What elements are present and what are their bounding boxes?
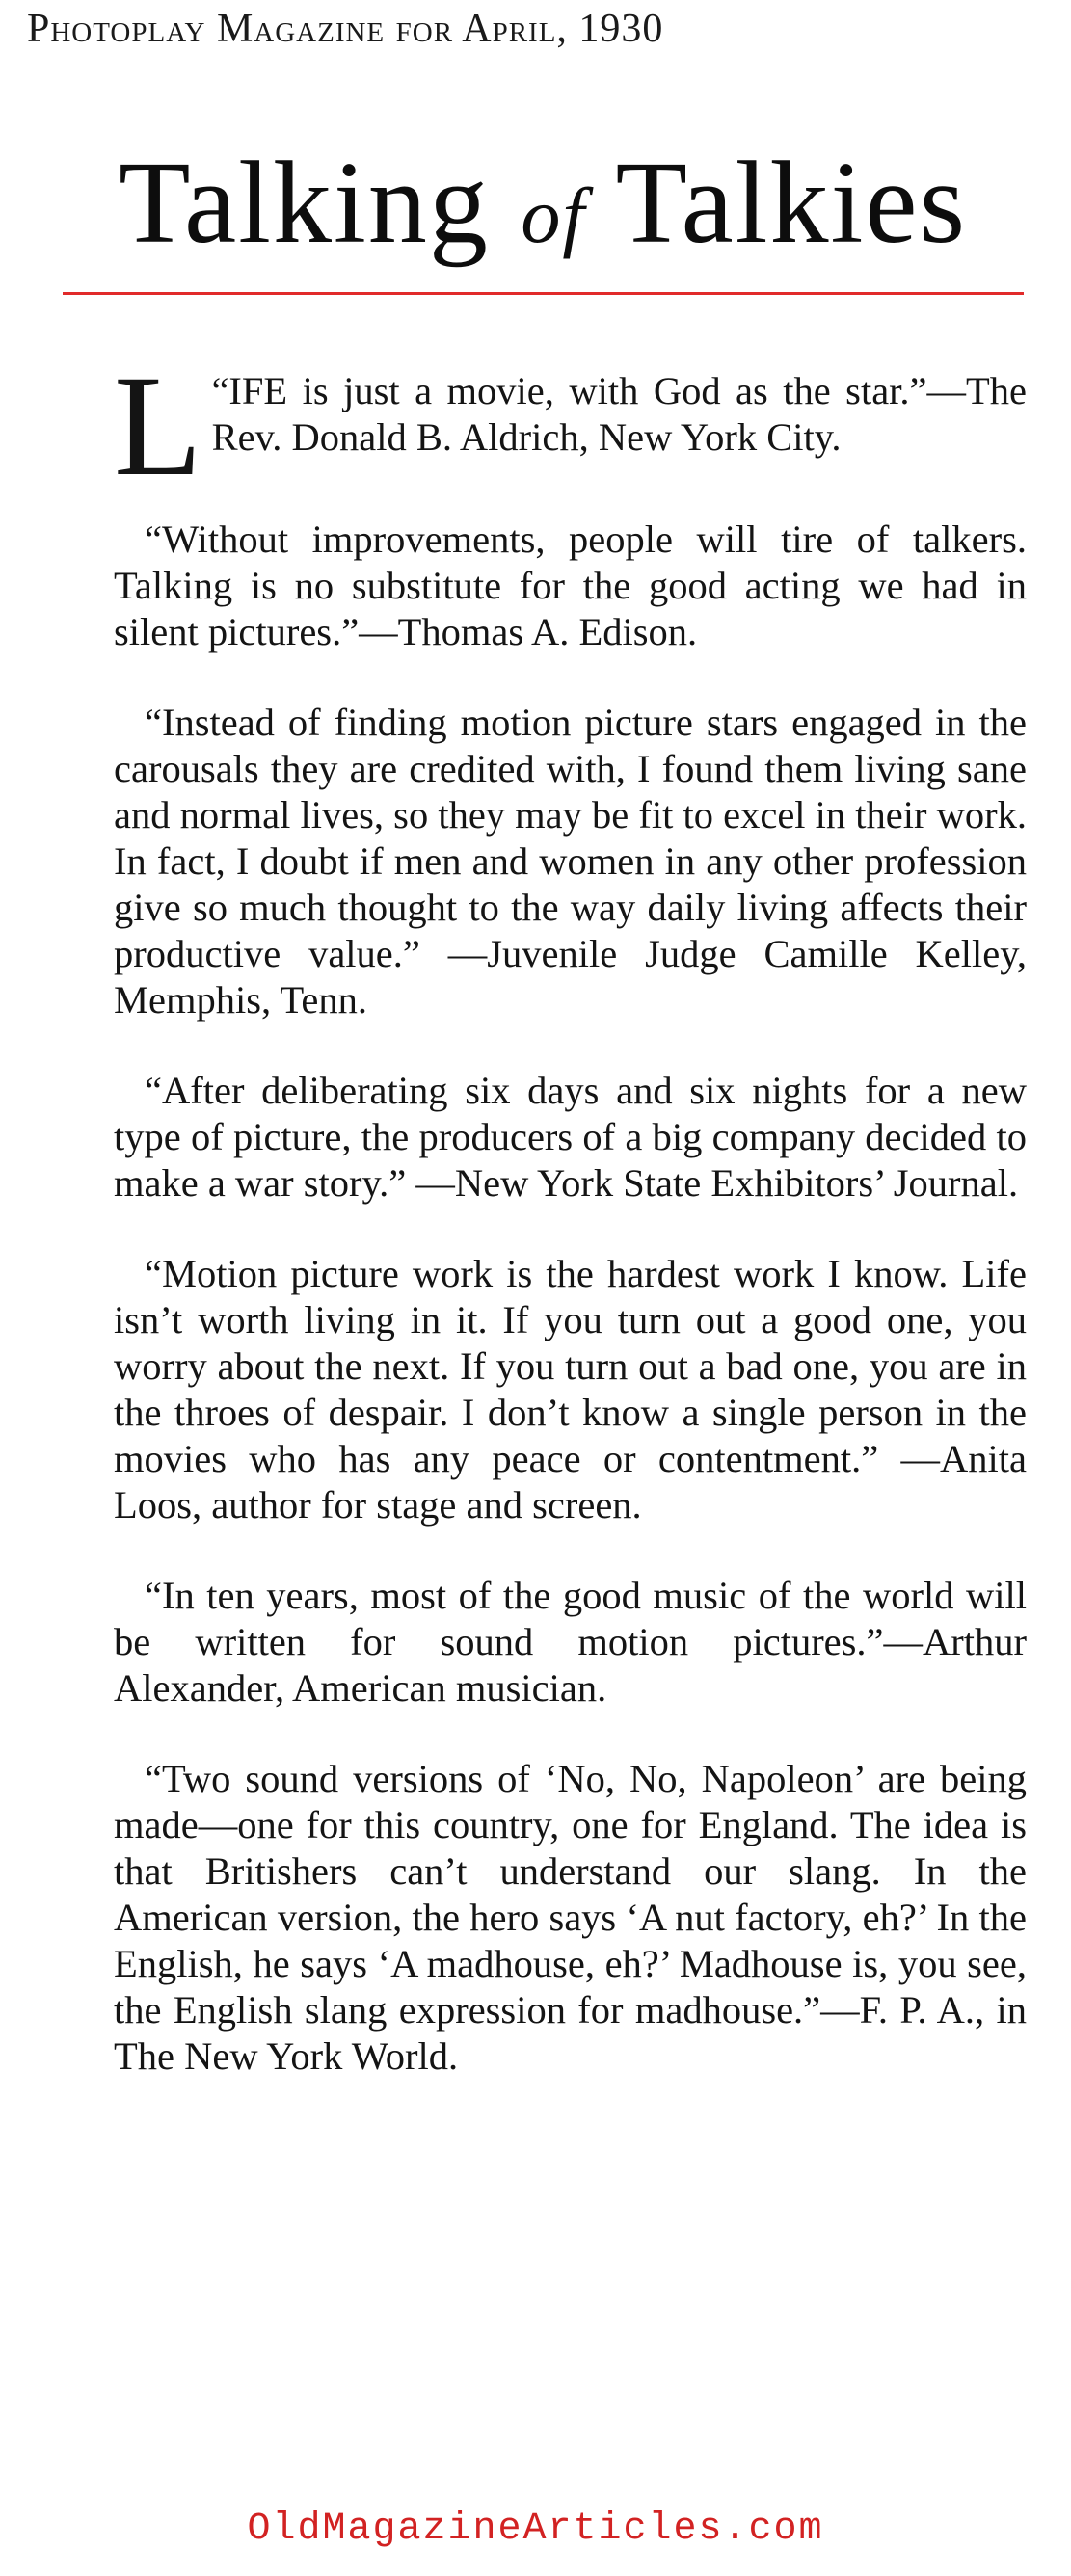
drop-cap: L <box>114 346 202 506</box>
quote-text: IFE is just a movie, with God as the star.”—The Rev. Donald B. Aldrich, New York City. <box>211 369 1027 459</box>
quote-paragraph: “In ten years, most of the good music of the world will be written for sound motion pictures.”—Arthur Alexander, American musician. <box>114 1574 1027 1710</box>
opening-quote-mark: “ <box>211 369 229 412</box>
quote-paragraph: “Instead of finding motion picture stars engaged in the carousals they are credited with, I found them living sane and normal lives, so they may be fit to excel in their work. In fact, I doubt if men and women in any other profession give so much thought to the way daily living affects their productive value.” —Juvenile Judge Camille Kelley, Memphis, Tenn. <box>114 701 1028 1022</box>
title-underline <box>63 292 1024 295</box>
quote-paragraph: “After deliberating six days and six nights for a new type of picture, the producers of a big company decided to make a war story.” —New York State Exhibitors’ Journal. <box>114 1069 1027 1205</box>
quote-paragraph: “Two sound versions of ‘No, No, Napoleon’ are being made—one for this country, one for England. The idea is that Britishers can’t understand our slang. In the American version, the hero says ‘A nut factory, eh?’ In the English, he says ‘A madhouse, eh?’ Madhouse is, you see, the English slang expression for madhouse.”—F. P. A., in The New York World. <box>114 1757 1027 2078</box>
quote-paragraph <box>114 346 1027 506</box>
article-title <box>66 138 1020 268</box>
site-watermark: OldMagazineArticles.com <box>247 2508 824 2551</box>
page-header: Photoplay Magazine for April, 1930 <box>27 7 664 51</box>
title-word-talkies: Talkies <box>586 138 968 268</box>
quote-paragraph: “Motion picture work is the hardest work I know. Life isn’t worth living in it. If you turn out a good one, you worry about the next. If you turn out a bad one, you are in the throes of despair. I don’t know a single person in the movies who has any peace or contentment.” —Anita Loos, author for stage and screen. <box>114 1252 1027 1527</box>
quote-paragraph: “Without improvements, people will tire of talkers. Talking is no substitute for the good acting we had in silent pictures.”—Thomas A. Edison. <box>114 518 1027 653</box>
title-word-of: of <box>521 172 587 259</box>
title-word-talking: Talking <box>118 138 522 268</box>
article-body <box>114 346 1028 2124</box>
